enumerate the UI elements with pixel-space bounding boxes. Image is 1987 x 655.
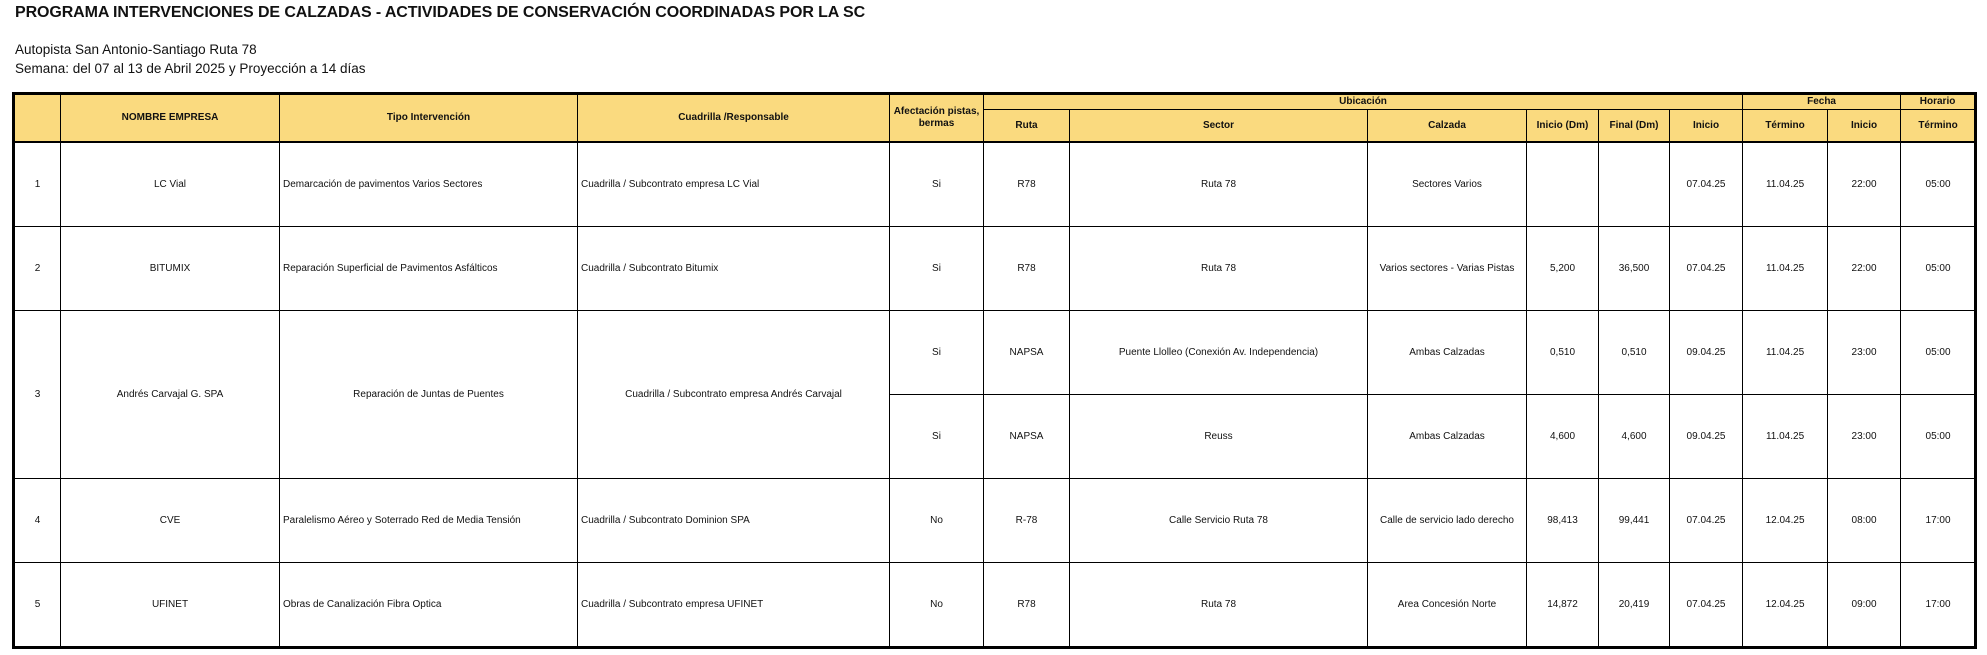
cell-fecha-inicio: 07.04.25 xyxy=(1670,479,1743,563)
cell-final-dm: 20,419 xyxy=(1599,563,1670,648)
cell-fecha-inicio: 07.04.25 xyxy=(1670,563,1743,648)
cell-calzada: Varios sectores - Varias Pistas xyxy=(1368,227,1527,311)
cell-hora-inicio: 23:00 xyxy=(1828,311,1901,395)
header-calzada: Calzada xyxy=(1368,110,1527,143)
cell-empresa: UFINET xyxy=(61,563,280,648)
cell-cuadrilla: Cuadrilla / Subcontrato empresa Andrés Carvajal xyxy=(578,311,890,479)
page-title: PROGRAMA INTERVENCIONES DE CALZADAS - ACTIVIDADES DE CONSERVACIÓN COORDINADAS POR LA SC xyxy=(15,4,866,21)
cell-inicio-dm: 0,510 xyxy=(1527,311,1599,395)
cell-inicio-dm: 4,600 xyxy=(1527,395,1599,479)
cell-inicio-dm: 5,200 xyxy=(1527,227,1599,311)
cell-afectacion: No xyxy=(890,479,984,563)
row-number: 3 xyxy=(14,311,61,479)
cell-empresa: Andrés Carvajal G. SPA xyxy=(61,311,280,479)
cell-fecha-termino: 11.04.25 xyxy=(1743,311,1828,395)
cell-hora-termino: 05:00 xyxy=(1901,311,1976,395)
cell-sector: Reuss xyxy=(1070,395,1368,479)
cell-calzada: Sectores Varios xyxy=(1368,142,1527,227)
header-hora-inicio: Inicio xyxy=(1828,110,1901,143)
cell-empresa: BITUMIX xyxy=(61,227,280,311)
cell-sector: Ruta 78 xyxy=(1070,563,1368,648)
cell-tipo: Reparación de Juntas de Puentes xyxy=(280,311,578,479)
cell-calzada: Ambas Calzadas xyxy=(1368,311,1527,395)
cell-cuadrilla: Cuadrilla / Subcontrato Bitumix xyxy=(578,227,890,311)
cell-ruta: R78 xyxy=(984,563,1070,648)
cell-hora-termino: 05:00 xyxy=(1901,395,1976,479)
cell-cuadrilla: Cuadrilla / Subcontrato Dominion SPA xyxy=(578,479,890,563)
header-fecha-termino: Término xyxy=(1743,110,1828,143)
interventions-table xyxy=(12,92,1977,649)
cell-hora-inicio: 09:00 xyxy=(1828,563,1901,648)
header-number xyxy=(14,94,61,143)
cell-calzada: Area Concesión Norte xyxy=(1368,563,1527,648)
cell-hora-termino: 05:00 xyxy=(1901,142,1976,227)
cell-fecha-termino: 12.04.25 xyxy=(1743,479,1828,563)
header-sector: Sector xyxy=(1070,110,1368,143)
table-row xyxy=(14,311,1976,395)
cell-afectacion: Si xyxy=(890,311,984,395)
cell-inicio-dm xyxy=(1527,142,1599,227)
cell-cuadrilla: Cuadrilla / Subcontrato empresa UFINET xyxy=(578,563,890,648)
cell-sector: Ruta 78 xyxy=(1070,227,1368,311)
header-final-dm: Final (Dm) xyxy=(1599,110,1670,143)
cell-fecha-termino: 11.04.25 xyxy=(1743,142,1828,227)
table-row xyxy=(14,479,1976,563)
cell-ruta: NAPSA xyxy=(984,311,1070,395)
cell-afectacion: Si xyxy=(890,227,984,311)
header-cuadrilla: Cuadrilla /Responsable xyxy=(578,94,890,143)
cell-empresa: LC Vial xyxy=(61,142,280,227)
cell-hora-termino: 05:00 xyxy=(1901,227,1976,311)
header-tipo: Tipo Intervención xyxy=(280,94,578,143)
cell-fecha-inicio: 07.04.25 xyxy=(1670,227,1743,311)
cell-fecha-termino: 11.04.25 xyxy=(1743,227,1828,311)
table-row xyxy=(14,563,1976,648)
table-row xyxy=(14,142,1976,227)
cell-tipo: Reparación Superficial de Pavimentos Asfálticos xyxy=(280,227,578,311)
cell-final-dm: 36,500 xyxy=(1599,227,1670,311)
cell-ruta: R-78 xyxy=(984,479,1070,563)
cell-ruta: NAPSA xyxy=(984,395,1070,479)
cell-sector: Ruta 78 xyxy=(1070,142,1368,227)
table-row xyxy=(14,227,1976,311)
highway-name: Autopista San Antonio-Santiago Ruta 78 xyxy=(15,42,257,57)
cell-hora-inicio: 22:00 xyxy=(1828,227,1901,311)
cell-sector: Calle Servicio Ruta 78 xyxy=(1070,479,1368,563)
cell-fecha-inicio: 07.04.25 xyxy=(1670,142,1743,227)
cell-calzada: Calle de servicio lado derecho xyxy=(1368,479,1527,563)
header-empresa: NOMBRE EMPRESA xyxy=(61,94,280,143)
cell-final-dm xyxy=(1599,142,1670,227)
cell-inicio-dm: 98,413 xyxy=(1527,479,1599,563)
cell-fecha-inicio: 09.04.25 xyxy=(1670,311,1743,395)
cell-fecha-inicio: 09.04.25 xyxy=(1670,395,1743,479)
header-group-fecha: Fecha xyxy=(1743,94,1901,110)
cell-inicio-dm: 14,872 xyxy=(1527,563,1599,648)
header-group-ubicacion: Ubicación xyxy=(984,94,1743,110)
row-number: 2 xyxy=(14,227,61,311)
cell-tipo: Paralelismo Aéreo y Soterrado Red de Media Tensión xyxy=(280,479,578,563)
header-inicio-dm: Inicio (Dm) xyxy=(1527,110,1599,143)
cell-ruta: R78 xyxy=(984,142,1070,227)
cell-tipo: Obras de Canalización Fibra Optica xyxy=(280,563,578,648)
cell-sector: Puente Llolleo (Conexión Av. Independencia) xyxy=(1070,311,1368,395)
cell-final-dm: 0,510 xyxy=(1599,311,1670,395)
cell-final-dm: 4,600 xyxy=(1599,395,1670,479)
header-group-horario: Horario xyxy=(1901,94,1976,110)
cell-afectacion: No xyxy=(890,563,984,648)
cell-ruta: R78 xyxy=(984,227,1070,311)
cell-fecha-termino: 11.04.25 xyxy=(1743,395,1828,479)
week-range: Semana: del 07 al 13 de Abril 2025 y Proyección a 14 días xyxy=(15,61,366,76)
cell-tipo: Demarcación de pavimentos Varios Sectores xyxy=(280,142,578,227)
header-fecha-inicio: Inicio xyxy=(1670,110,1743,143)
cell-cuadrilla: Cuadrilla / Subcontrato empresa LC Vial xyxy=(578,142,890,227)
cell-afectacion: Si xyxy=(890,395,984,479)
cell-hora-inicio: 23:00 xyxy=(1828,395,1901,479)
cell-hora-inicio: 22:00 xyxy=(1828,142,1901,227)
row-number: 4 xyxy=(14,479,61,563)
row-number: 5 xyxy=(14,563,61,648)
cell-hora-termino: 17:00 xyxy=(1901,479,1976,563)
cell-hora-inicio: 08:00 xyxy=(1828,479,1901,563)
cell-calzada: Ambas Calzadas xyxy=(1368,395,1527,479)
header-afectacion: Afectación pistas, bermas xyxy=(890,94,984,143)
cell-fecha-termino: 12.04.25 xyxy=(1743,563,1828,648)
header-ruta: Ruta xyxy=(984,110,1070,143)
row-number: 1 xyxy=(14,142,61,227)
cell-hora-termino: 17:00 xyxy=(1901,563,1976,648)
cell-empresa: CVE xyxy=(61,479,280,563)
header-hora-termino: Término xyxy=(1901,110,1976,143)
cell-final-dm: 99,441 xyxy=(1599,479,1670,563)
cell-afectacion: Si xyxy=(890,142,984,227)
